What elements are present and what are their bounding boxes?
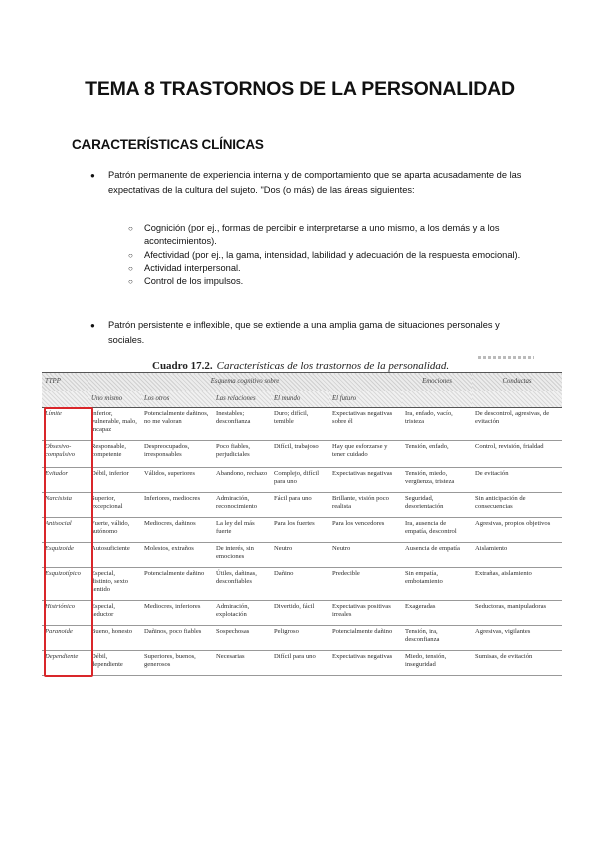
- table-row: [42, 518, 562, 543]
- table-cell: Miedo, tensión, inseguridad: [402, 651, 472, 676]
- table-row: [42, 626, 562, 651]
- header-emotions: Emociones: [402, 373, 472, 392]
- table-cell: La ley del más fuerte: [213, 518, 271, 543]
- table-cell: Expectativas negativas sobre él: [329, 408, 402, 441]
- table-cell: Para los fuertes: [271, 518, 329, 543]
- circle-bullet-icon: ○: [128, 224, 133, 233]
- table-cell: Neutro: [271, 543, 329, 568]
- table-row: [42, 543, 562, 568]
- table-cell: Tensión, ira, desconfianza: [402, 626, 472, 651]
- subheader-relations: Las relaciones: [213, 391, 271, 408]
- table-cell: Fuerte, válido, autónomo: [88, 518, 141, 543]
- table-cell: Peligroso: [271, 626, 329, 651]
- table-cell: Sospechosas: [213, 626, 271, 651]
- table-cell: Válidos, superiores: [141, 468, 213, 493]
- table-cell: Superior, excepcional: [88, 493, 141, 518]
- table-cell: Inferiores, mediocres: [141, 493, 213, 518]
- table-cell: Débil, inferior: [88, 468, 141, 493]
- table-cell: Mediocres, inferiores: [141, 601, 213, 626]
- disorder-name-cell: Antisocial: [42, 518, 88, 543]
- table-cell: Abandono, rechazo: [213, 468, 271, 493]
- highlight-box: [44, 407, 93, 677]
- table-cell: Especial, seductor: [88, 601, 141, 626]
- disorder-name-cell: Histriónico: [42, 601, 88, 626]
- table-cell: Sin anticipación de consecuencias: [472, 493, 562, 518]
- table-cell: Ira, enfado, vacío, tristeza: [402, 408, 472, 441]
- bullet-item-1: [90, 168, 530, 198]
- table-cell: Ira, ausencia de empatía, descontrol: [402, 518, 472, 543]
- sub-list: [128, 222, 528, 288]
- table-cell: Responsable, competente: [88, 441, 141, 468]
- caption-number: Cuadro 17.2.: [152, 360, 213, 372]
- caption-text: Características de los trastornos de la personalidad.: [216, 360, 450, 372]
- sub-list-item: ○ Afectividad (por ej., la gama, intensidad, labilidad y adecuación de la respuesta emocional).: [128, 249, 528, 262]
- table-cell: Predecible: [329, 568, 402, 601]
- table-cell: Expectativas negativas: [329, 468, 402, 493]
- subheader-future: El futuro: [329, 391, 402, 408]
- disorder-name-cell: Evitador: [42, 468, 88, 493]
- disorder-name-cell: Obsesivo-compulsivo: [42, 441, 88, 468]
- table-cell: Mediocres, dañinos: [141, 518, 213, 543]
- table-cell: Molestos, extraños: [141, 543, 213, 568]
- sub-list-item: ○ Cognición (por ej., formas de percibir e interpretarse a uno mismo, a los demás y a los acontecimientos).: [128, 223, 500, 247]
- table-cell: Agresivas, vigilantes: [472, 626, 562, 651]
- table-cell: Admiración, reconocimiento: [213, 493, 271, 518]
- table-cell: Superiores, buenos, generosos: [141, 651, 213, 676]
- table-cell: Tensión, miedo, vergüenza, tristeza: [402, 468, 472, 493]
- table-cell: Seductoras, manipuladoras: [472, 601, 562, 626]
- subheader-others: Los otros: [141, 391, 213, 408]
- table-cell: Ausencia de empatía: [402, 543, 472, 568]
- table-row: [42, 601, 562, 626]
- bullet-text: Patrón persistente e inflexible, que se extiende a una amplia gama de situaciones personales y sociales.: [108, 320, 500, 345]
- table-cell: Poco fiables, perjudiciales: [213, 441, 271, 468]
- table-cell: Control, revisión, frialdad: [472, 441, 562, 468]
- table-cell: Extrañas, aislamiento: [472, 568, 562, 601]
- table-cell: De descontrol, agresivas, de evitación: [472, 408, 562, 441]
- header-behaviors: Conductas: [472, 373, 562, 392]
- disorder-name-cell: Límite: [42, 408, 88, 441]
- circle-bullet-icon: ○: [128, 250, 133, 260]
- table-row: [42, 568, 562, 601]
- page-title: TEMA 8 TRASTORNOS DE LA PERSONALIDAD: [85, 78, 515, 100]
- section-heading: CARACTERÍSTICAS CLÍNICAS: [72, 137, 264, 152]
- circle-bullet-icon: ○: [128, 277, 133, 287]
- table-cell: Complejo, difícil para uno: [271, 468, 329, 493]
- subheader-world: El mundo: [271, 391, 329, 408]
- table-cell: Difícil para uno: [271, 651, 329, 676]
- disorder-name-cell: Esquizoide: [42, 543, 88, 568]
- bullet-icon: ●: [90, 171, 95, 180]
- sub-list-item: ○ Actividad interpersonal.: [128, 262, 528, 275]
- table-cell: Expectativas negativas: [329, 651, 402, 676]
- header-ttpp: TTPP: [42, 373, 88, 392]
- table-cell: Exageradas: [402, 601, 472, 626]
- table-cell: Inferior, vulnerable, malo, incapaz: [88, 408, 141, 441]
- table-cell: Difícil, trabajoso: [271, 441, 329, 468]
- table-row: [42, 493, 562, 518]
- bullet-text: Patrón permanente de experiencia interna y de comportamiento que se aparta acusadamente de las expectativas de la cultura del sujeto. "Dos (o más) de las áreas siguientes:: [108, 170, 522, 195]
- table-cell: Admiración, explotación: [213, 601, 271, 626]
- table-cell: Útiles, dañinas, desconfiables: [213, 568, 271, 601]
- table-caption: [152, 360, 449, 372]
- table-cell: Potencialmente dañino: [329, 626, 402, 651]
- table-cell: Potencialmente dañino: [141, 568, 213, 601]
- circle-bullet-icon: ○: [128, 263, 133, 273]
- table-cell: Para los vencedores: [329, 518, 402, 543]
- disorder-name-cell: Paranoide: [42, 626, 88, 651]
- table-cell: De interés, sin emociones: [213, 543, 271, 568]
- table-cell: Necesarias: [213, 651, 271, 676]
- table-row: [42, 651, 562, 676]
- table-cell: Dañinos, poco fiables: [141, 626, 213, 651]
- scan-smudge: [478, 356, 534, 359]
- table-row: [42, 408, 562, 441]
- table-cell: Brillante, visión poco realista: [329, 493, 402, 518]
- subheader-empty: [472, 391, 562, 408]
- table-cell: Sumisas, de evitación: [472, 651, 562, 676]
- table-cell: Expectativas positivas irreales: [329, 601, 402, 626]
- disorder-name-cell: Esquizotípico: [42, 568, 88, 601]
- table-cell: Débil, dependiente: [88, 651, 141, 676]
- table-cell: Bueno, honesto: [88, 626, 141, 651]
- table-cell: Dañino: [271, 568, 329, 601]
- bullet-item-2: [90, 318, 530, 348]
- table-cell: Fácil para uno: [271, 493, 329, 518]
- disorder-name-cell: Narcisista: [42, 493, 88, 518]
- table-cell: Agresivas, propios objetivos: [472, 518, 562, 543]
- table-cell: Inestables; desconfianza: [213, 408, 271, 441]
- table-cell: Autosuficiente: [88, 543, 141, 568]
- table-header-row: [42, 373, 562, 392]
- subheader-empty: [42, 391, 88, 408]
- table-cell: Sin empatía, embotamiento: [402, 568, 472, 601]
- header-schema: Esquema cognitivo sobre: [88, 373, 402, 392]
- table-cell: Seguridad, desorientación: [402, 493, 472, 518]
- subheader-self: Uno mismo: [88, 391, 141, 408]
- table-row: [42, 441, 562, 468]
- table-cell: Neutro: [329, 543, 402, 568]
- personality-disorders-table: [42, 372, 562, 676]
- disorder-name-cell: Dependiente: [42, 651, 88, 676]
- sub-list-item: ○ Control de los impulsos.: [128, 275, 528, 288]
- table-cell: De evitación: [472, 468, 562, 493]
- table-cell: Aislamiento: [472, 543, 562, 568]
- table-cell: Potencialmente dañinos, no me valoran: [141, 408, 213, 441]
- table-body: [42, 408, 562, 676]
- table-cell: Duro; difícil, temible: [271, 408, 329, 441]
- table-cell: Divertido, fácil: [271, 601, 329, 626]
- table-subheader-row: [42, 391, 562, 408]
- table-cell: Especial, distinto, sexto sentido: [88, 568, 141, 601]
- table-cell: Tensión, enfado,: [402, 441, 472, 468]
- bullet-icon: ●: [90, 321, 95, 330]
- table-cell: Despreocupados, irresponsables: [141, 441, 213, 468]
- table-row: [42, 468, 562, 493]
- subheader-empty: [402, 391, 472, 408]
- table-cell: Hay que esforzarse y tener cuidado: [329, 441, 402, 468]
